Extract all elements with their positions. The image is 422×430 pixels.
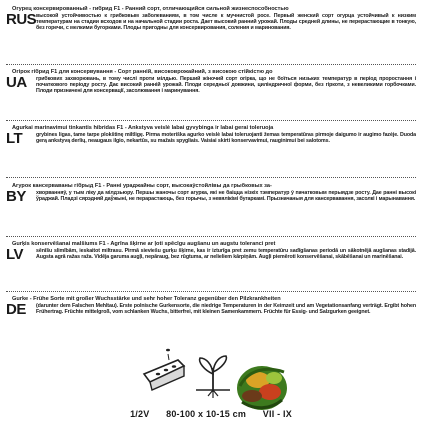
language-code: RUS	[6, 10, 37, 28]
sowing-depth: 1/2V	[130, 409, 150, 419]
plant-spacing: 80-100 x 10-15 cm	[166, 409, 247, 419]
description-title: Gurķis konservēšanai malšiums F1 - Agrīna šķirne ar ļoti spēcīgu augšanu un augstu toleranci pret	[12, 241, 276, 247]
cucumber-vegetables-icon	[237, 366, 287, 410]
description-text: грибкових захворювань, в тому числі проти мілдью. Перший жіночий сорт огірка, що не боїться низьких температур в період проростання і початкового періоду росту. Дає високий ранній урожай. Плоди середньої довжини, циліндричної форми, без гіркоти, з невеликими горбочками. Плоди призначені для консервації, засолювання і маринування.	[36, 75, 416, 95]
language-code: UA	[6, 73, 27, 91]
description-title: Огірок гібрид F1 для консервування - Сорт ранній, високоврожайний, з високою стійкістю до	[12, 69, 273, 75]
description-lv	[6, 241, 416, 262]
divider	[6, 64, 416, 65]
sowing-icon	[144, 349, 184, 390]
seedling-icon	[196, 356, 230, 398]
description-title: Agurkai marinavimui tinkantis hibridas F1 - Ankstyva veislė labai gyvybinga ir labai gerai toleruoja	[12, 125, 274, 131]
language-code: DE	[6, 300, 26, 318]
divider	[6, 236, 416, 237]
description-text: grybines ligas, tame tarpe plokštinę miltligę. Pirma moteriška agurko veislė labai toleruojanti žemas temperatūras pirmoje daigumo ir augimo fazėje. Duoda gerą ankstyvą derlių, neaugaus ilgio, nekartūs, su mažais spygliais. Vaisiai skirti konservavimui, rauginimui bei salotoms.	[36, 131, 416, 144]
description-text: хворванняў, у тым ліку да мілдзьюру. Першы жаночы сорт агурка, які не баіцца нізкіх тэмператур ў пачатковым перыядзе росту. Дае ранні высокі ўраджай. Пладзі сярэдняй даўжыні, не перарастаюць, без горычы, з невялікімі бугаркамі. Прызначаныя для кансервавання, засолкі і марынавання.	[36, 189, 416, 202]
language-code: LT	[6, 129, 23, 147]
description-de	[6, 296, 416, 317]
language-code: BY	[6, 187, 26, 205]
description-title: Огурец консервированный - гибрид F1 - Ранний сорт, отличающийся сильной жизнеспособностью	[12, 6, 289, 12]
description-text: высокой устойчивостью к грибковым заболеваниям, в том числе к мучнистой росе. Первый женский сорт огурца устойчивый к низким температурам на стадии всходов и на начальной стадии роста. Дает высокий ранний урожай. Плоды средней длины, не перерастающие в тонкую, без горечи, с мелкими бугорками. Плоды пригодны для консервирования, соления и маринования.	[36, 12, 416, 32]
description-ru	[6, 6, 416, 31]
divider	[6, 291, 416, 292]
description-title: Gurke - Frühe Sorte mit großer Wuchsstärke und sehr hoher Toleranz gegenüber den Pilzkrankheiten	[12, 296, 281, 302]
description-text: sēnīšu slimībām, ieskaitot miltrasu. Pirmā sieviešu gurķu šķirne, kas ir izturīga pret zemu temperatūru sadīgšanas periodā un sākotnējā augšanas stadijā. Augsta agrā ražas raža. Vidēja garuma augļi, nepāraug, bez rūgtuma, ar nelieliem kārpiņām. Augļi piemēroti konservēšanai, skābēšanai un marinēšanai.	[36, 247, 416, 260]
description-text: (darunter dem Falschen Mehltau). Erste polnische Gurkensorte, die niedrige Temperaturen in der Keimzeit und am Vegetationsanfang verträgt. Ergibt hohen Frühertrag. Früchte mittelgroß, vom schlanken Wuchs, bitterfrei, mit kleinen Samenkammern. Früchte für Essig- und Salzgurken geeignet.	[36, 302, 416, 315]
description-lt	[6, 125, 416, 146]
divider	[6, 177, 416, 178]
harvest-period: VII - IX	[262, 409, 292, 419]
divider	[6, 120, 416, 121]
description-by	[6, 183, 416, 204]
description-title: Агурок кансерваваны гібрыд F1 - Ранні ураджайны сорт, высокаўстойлівы да грыбковых за-	[12, 183, 272, 189]
language-code: LV	[6, 245, 24, 263]
description-ua	[6, 69, 416, 94]
sowing-info-footer	[0, 409, 422, 419]
